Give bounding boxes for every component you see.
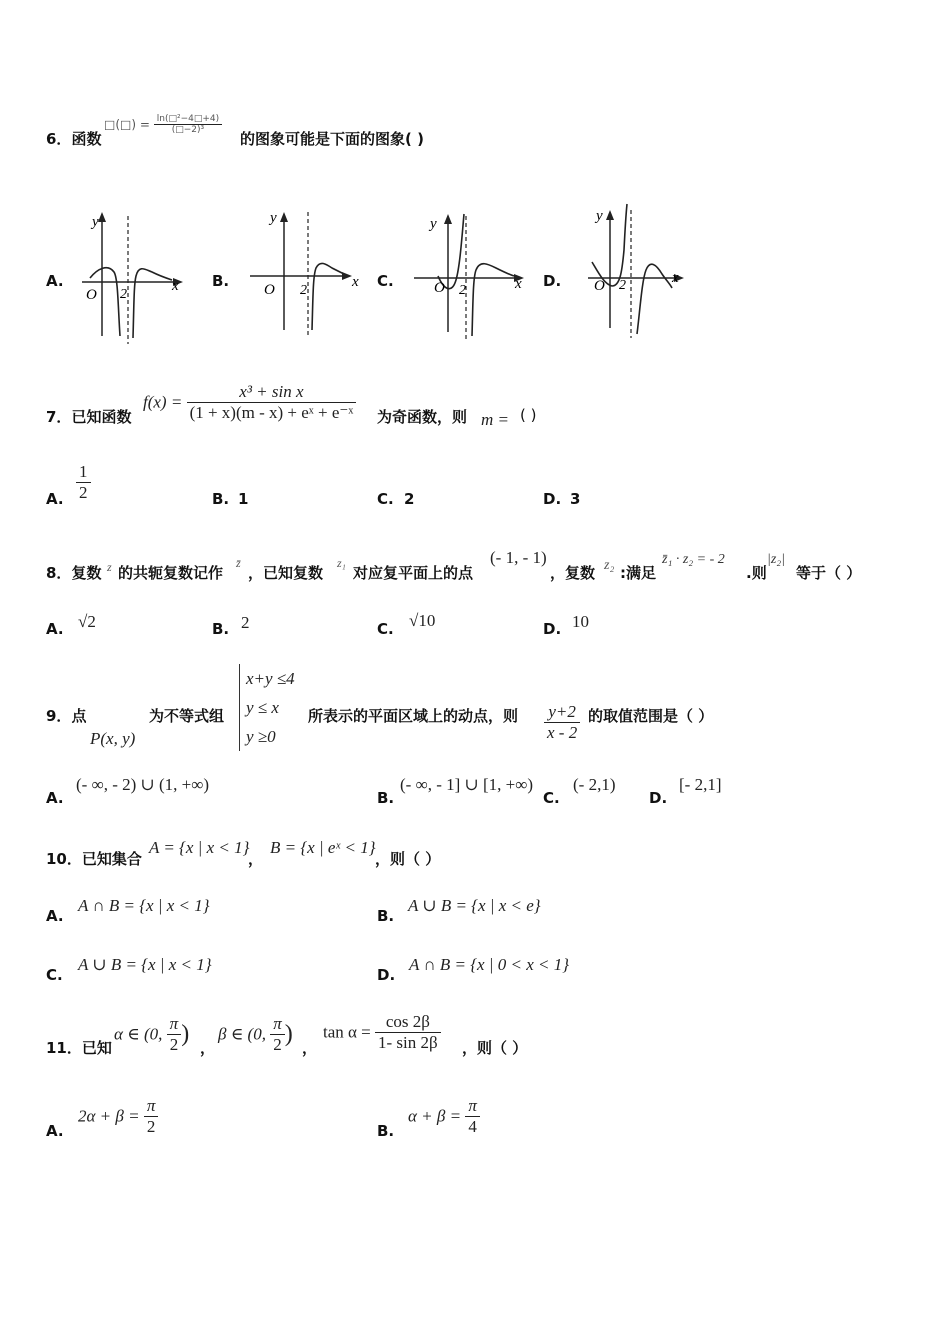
q9-option-d-value[interactable]: [- 2,1]	[679, 775, 722, 794]
q9-text-2: 为不等式组	[149, 707, 225, 725]
y-axis-arrow	[98, 212, 106, 222]
q9-fraction	[544, 702, 580, 743]
y-axis-label: y	[270, 210, 277, 226]
q6-stem-post: 的图象可能是下面的图象( )	[240, 130, 424, 148]
q7-option-d-value[interactable]: 3	[570, 490, 581, 508]
q11-option-a-label[interactable]: A.	[46, 1122, 64, 1140]
mark-2-label: 2	[120, 287, 127, 302]
q9-text-4: 的取值范围是（ ）	[588, 707, 714, 725]
y-axis-label: y	[596, 208, 603, 224]
q8-text-5: ，复数	[550, 564, 596, 582]
q9-option-d-label[interactable]: D.	[649, 789, 668, 807]
q7-option-a-fraction	[76, 462, 91, 503]
q8-text-1: 复数	[71, 564, 102, 582]
q10-option-a-label[interactable]: A.	[46, 907, 64, 925]
q8-text-6: :满足	[620, 564, 656, 582]
q11-option-b-lhs: α + β =	[408, 1106, 462, 1126]
q11-beta-pi: π	[270, 1014, 285, 1035]
q8-text-2: 的共轭复数记作	[118, 564, 224, 582]
q6-formula-den: (□−2)³	[171, 125, 205, 135]
q7-stem-mid: 为奇函数，则	[377, 408, 468, 426]
q9-option-c-value[interactable]: (- 2,1)	[573, 775, 616, 794]
q11-tan-num: cos 2β	[375, 1012, 441, 1033]
q10-stem	[46, 848, 142, 869]
q9-system	[239, 664, 295, 751]
q9-stem	[46, 705, 86, 726]
q11-option-b-den: 4	[468, 1117, 477, 1136]
q9-numerator: y+2	[544, 702, 580, 723]
q7-formula	[143, 382, 356, 423]
q11-comma-1: ，	[200, 1039, 216, 1057]
q9-number: 9．	[46, 707, 72, 725]
q9-option-c-label[interactable]: C.	[543, 789, 560, 807]
mark-2-label: 2	[300, 283, 307, 298]
mark-2-label: 2	[619, 278, 626, 293]
q9-inequality-1: x+y ≤4	[246, 669, 295, 688]
q7-option-b-label[interactable]: B.	[212, 490, 230, 508]
origin-label: O	[594, 278, 605, 294]
q7-lhs: f(x) =	[143, 392, 183, 412]
q6-graph-c	[410, 206, 530, 350]
q8-condition: z̄₁ · z₂ = - 2	[662, 552, 725, 567]
q10-option-d-label[interactable]: D.	[377, 966, 396, 984]
q9-frac	[544, 702, 580, 743]
q9-option-b-value[interactable]: (- ∞, - 1] ∪ [1, +∞)	[400, 775, 534, 794]
q11-beta-frac	[270, 1014, 285, 1055]
q6-formula-num: ln(□²−4□+4)	[154, 114, 222, 125]
q10-text-1: 已知集合	[81, 850, 142, 868]
q6-option-c-label[interactable]: C.	[377, 272, 394, 290]
q9-text-3: 所表示的平面区域上的动点，则	[308, 707, 519, 725]
q11-alpha-pre: α ∈ (0,	[114, 1024, 163, 1044]
q8-z1: z₁	[337, 556, 346, 570]
q9-option-a-value[interactable]: (- ∞, - 2) ∪ (1, +∞)	[76, 775, 210, 794]
q11-tan-lhs: tan α =	[323, 1022, 371, 1042]
q8-text-7: .则	[746, 564, 767, 582]
q10-option-b-label[interactable]: B.	[377, 907, 395, 925]
q11-option-a-lhs: 2α + β =	[78, 1106, 140, 1126]
q7-option-c-label[interactable]: C.	[377, 490, 394, 508]
q11-option-b-value[interactable]	[408, 1096, 480, 1137]
q8-zbar: z̄	[236, 556, 241, 570]
q6-number: 6．	[46, 130, 72, 148]
q8-stem	[46, 562, 101, 583]
q9-system-brace	[239, 664, 295, 751]
q11-option-b-num: π	[465, 1096, 480, 1117]
y-axis-arrow	[606, 210, 614, 220]
q11-option-a-frac	[144, 1096, 159, 1137]
q6-text-pre: 函数	[71, 130, 102, 148]
q8-option-a-value[interactable]: √2	[78, 612, 96, 631]
q8-z: z	[107, 560, 112, 574]
q11-alpha-range	[114, 1014, 189, 1055]
q11-number: 11．	[46, 1039, 82, 1057]
origin-label: O	[434, 280, 445, 296]
y-axis-label: y	[92, 214, 99, 230]
q10-set-b: B = {x | eˣ < 1}	[270, 838, 376, 857]
q11-tan	[323, 1012, 441, 1053]
q8-abs: |z₂|	[767, 552, 786, 567]
q9-text-1: 点	[71, 707, 87, 725]
q11-text-1: 已知	[81, 1039, 112, 1057]
q7-option-a-label[interactable]: A.	[46, 490, 64, 508]
q7-option-d-label[interactable]: D.	[543, 490, 562, 508]
origin-label: O	[86, 287, 97, 303]
q8-text-8: 等于（ ）	[796, 564, 862, 582]
x-axis-label: x	[672, 270, 679, 286]
q11-option-a-value[interactable]	[78, 1096, 158, 1137]
q7-text-pre: 已知函数	[71, 408, 132, 426]
q7-option-a-value[interactable]	[76, 462, 91, 503]
q9-denominator: x - 2	[547, 723, 578, 742]
q7-numerator: x³ + sin x	[187, 382, 357, 403]
q8-option-d-value[interactable]: 10	[572, 612, 589, 631]
q8-option-d-label[interactable]: D.	[543, 620, 562, 638]
q6-formula	[104, 114, 222, 135]
q8-option-b-label[interactable]: B.	[212, 620, 230, 638]
q6-option-d-label[interactable]: D.	[543, 272, 562, 290]
q8-text-3: ，已知复数	[248, 564, 324, 582]
q11-stem	[46, 1037, 112, 1058]
q9-point: P(x, y)	[90, 729, 136, 748]
q6-stem	[46, 128, 101, 149]
q6-option-a-label[interactable]: A.	[46, 272, 64, 290]
curve-right	[637, 264, 672, 334]
q6-option-b-label[interactable]: B.	[212, 272, 230, 290]
q7-var: m =	[481, 410, 509, 429]
q8-option-b-value[interactable]: 2	[241, 613, 250, 632]
q11-alpha-pi: π	[167, 1014, 182, 1035]
q6-formula-frac	[154, 114, 222, 135]
q8-option-c-label[interactable]: C.	[377, 620, 394, 638]
q9-option-a-label[interactable]: A.	[46, 789, 64, 807]
q11-alpha-two: 2	[169, 1035, 179, 1054]
x-axis-label: x	[515, 276, 522, 292]
origin-label: O	[264, 282, 275, 298]
q11-option-b-label[interactable]: B.	[377, 1122, 395, 1140]
q7-fraction	[187, 382, 357, 423]
x-axis-label: x	[352, 274, 359, 290]
curve-right	[472, 264, 514, 336]
q10-sep: ，	[248, 850, 264, 868]
curve-right	[133, 269, 172, 338]
q8-option-c-value[interactable]: √10	[409, 611, 436, 630]
q7-option-c-value[interactable]: 2	[404, 490, 415, 508]
q7-stem	[46, 406, 131, 427]
q11-option-a-den: 2	[146, 1117, 156, 1136]
q11-alpha-frac	[167, 1014, 182, 1055]
q10-option-c-label[interactable]: C.	[46, 966, 63, 984]
q10-option-c-value[interactable]: A ∪ B = {x | x < 1}	[78, 955, 212, 974]
q7-option-a-num: 1	[76, 462, 91, 483]
q11-option-b-frac	[465, 1096, 480, 1137]
q8-point: (- 1, - 1)	[490, 548, 547, 567]
q11-tan-den: 1- sin 2β	[378, 1033, 438, 1052]
q7-denominator: (1 + x)(m - x) + eˣ + e⁻ˣ	[189, 403, 354, 422]
q7-option-b-value[interactable]: 1	[238, 490, 249, 508]
q9-option-b-label[interactable]: B.	[377, 789, 395, 807]
q9-inequality-2: y ≤ x	[246, 698, 279, 717]
y-axis-arrow	[444, 214, 452, 224]
curve-right	[312, 263, 344, 330]
q11-beta-pre: β ∈ (0,	[218, 1024, 266, 1044]
q11-beta-two: 2	[273, 1035, 282, 1054]
q10-option-a-value[interactable]: A ∩ B = {x | x < 1}	[78, 896, 210, 915]
q10-text-2: ，则（ ）	[375, 850, 441, 868]
q10-option-d-value[interactable]: A ∩ B = {x | 0 < x < 1}	[409, 955, 570, 974]
y-axis-arrow	[280, 212, 288, 222]
q6-graph-a	[72, 206, 192, 350]
q6-graph-b	[246, 206, 366, 350]
q11-tan-frac	[375, 1012, 441, 1053]
q7-number: 7．	[46, 408, 72, 426]
q7-stem-post: ( )	[520, 406, 537, 424]
q8-number: 8．	[46, 564, 72, 582]
q11-beta-close: )	[284, 1021, 293, 1047]
q8-text-4: 对应复平面上的点	[353, 564, 474, 582]
q11-beta-range	[218, 1014, 293, 1055]
q10-option-b-value[interactable]: A ∪ B = {x | x < e}	[408, 896, 541, 915]
q7-option-a-den: 2	[79, 483, 88, 502]
q11-text-2: ，则（ ）	[462, 1039, 528, 1057]
q11-option-a-num: π	[144, 1096, 159, 1117]
q11-comma-2: ，	[302, 1039, 318, 1057]
q10-number: 10．	[46, 850, 82, 868]
q6-graph-d	[578, 200, 698, 344]
x-axis-label: x	[172, 278, 179, 294]
q9-inequality-3: y ≥0	[246, 727, 276, 746]
q8-option-a-label[interactable]: A.	[46, 620, 64, 638]
q11-alpha-close: )	[181, 1021, 190, 1047]
q10-set-a: A = {x | x < 1}	[149, 838, 250, 857]
q8-z2: z₂	[604, 558, 615, 573]
mark-2-label: 2	[459, 283, 466, 298]
y-axis-label: y	[430, 216, 437, 232]
q6-formula-lhs: □(□) =	[104, 117, 150, 132]
